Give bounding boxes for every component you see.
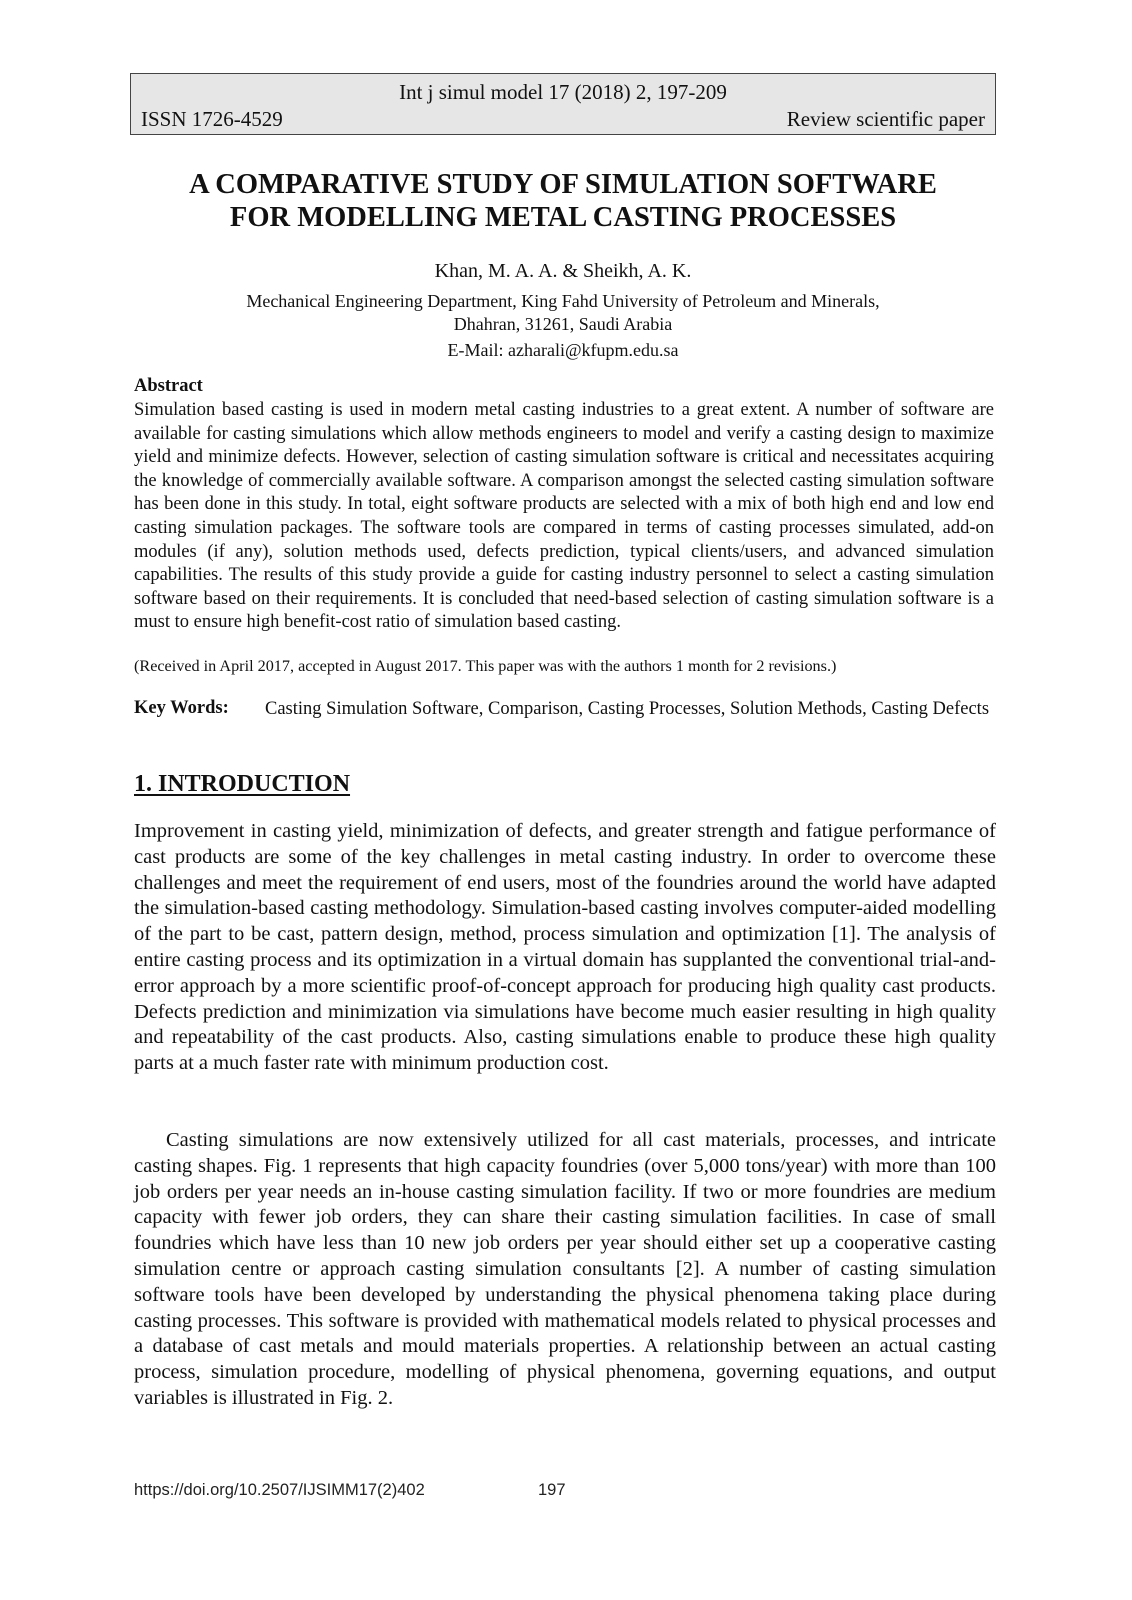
doi-link[interactable]: https://doi.org/10.2507/IJSIMM17(2)402: [134, 1481, 425, 1499]
intro-paragraph-2: Casting simulations are now extensively utilized for all cast materials, processes, and intricate casting shapes. Fig. 1 represents that high capacity foundries (over 5,000 tons/year) with more than 100 job orders per year needs an in-house casting simulation facility. If two or more foundries are medium capacity with fewer job orders, they can share their casting simulation facilities. In case of small foundries which have less than 10 new job orders per year should either set up a cooperative casting simulation centre or approach casting simulation consultants [2]. A number of casting simulation software tools have been developed by understanding the physical phenomena taking place during casting processes. This software is provided with mathematical models related to physical processes and a database of cast metals and mould materials properties. A relationship between an actual casting process, simulation procedure, modelling of physical phenomena, governing equations, and output variables is illustrated in Fig. 2.: [134, 1129, 996, 1409]
title-line-1: A COMPARATIVE STUDY OF SIMULATION SOFTWARE: [189, 169, 937, 200]
journal-header: [130, 73, 996, 135]
author-email: E-Mail: azharali@kfupm.edu.sa: [447, 340, 679, 360]
affiliation: [130, 290, 996, 336]
paper-title: [130, 168, 996, 234]
affiliation-line-2: Dhahran, 31261, Saudi Arabia: [453, 314, 673, 334]
journal-citation: Int j simul model 17 (2018) 2, 197-209: [399, 80, 727, 104]
intro-paragraph-1: Improvement in casting yield, minimization of defects, and greater strength and fatigue performance of cast products are some of the key challenges in metal casting industry. In order to overcome these challenges and meet the requirement of end users, most of the foundries around the world have adapted the simulation-based casting methodology. Simulation-based casting involves computer-aided modelling of the part to be cast, pattern design, method, process simulation and optimization [1]. The analysis of entire casting process and its optimization in a virtual domain has supplanted the conventional trial-and-error approach by a more scientific proof-of-concept approach for producing high quality cast products. Defects prediction and minimization via simulations have become much easier resulting in high quality and repeatability of the cast products. Also, casting simulations enable to produce these high quality parts at a much faster rate with minimum production cost.: [134, 820, 996, 1075]
section-heading-introduction: 1. INTRODUCTION: [134, 771, 351, 797]
paper-authors: Khan, M. A. A. & Sheikh, A. K.: [434, 260, 692, 282]
keywords-label: Key Words:: [134, 698, 229, 718]
paper-type: Review scientific paper: [786, 107, 985, 131]
title-line-2: FOR MODELLING METAL CASTING PROCESSES: [229, 202, 897, 233]
keywords-text: Casting Simulation Software, Comparison, Casting Processes, Solution Methods, Casting Defects: [265, 699, 990, 719]
abstract-text: Simulation based casting is used in modern metal casting industries to a great extent. A number of software are available for casting simulations which allow methods engineers to model and verify a casting design to maximize yield and minimize defects. However, selection of casting simulation software is critical and necessitates acquiring the knowledge of commercially available software. A comparison amongst the selected casting simulation software has been done in this study. In total, eight software products are selected with a mix of both high end and low end casting simulation packages. The software tools are compared in terms of casting processes simulated, add-on modules (if any), solution methods used, defects prediction, typical clients/users, and advanced simulation capabilities. The results of this study provide a guide for casting industry personnel to select a casting simulation software based on their requirements. It is concluded that need-based selection of casting simulation software is a must to ensure high benefit-cost ratio of simulation based casting.: [134, 400, 994, 633]
page-number: 197: [538, 1481, 566, 1499]
affiliation-line-1: Mechanical Engineering Department, King Fahd University of Petroleum and Minerals,: [246, 291, 880, 311]
issn-number: ISSN 1726-4529: [141, 107, 283, 131]
abstract-heading: Abstract: [134, 376, 203, 396]
received-note: (Received in April 2017, accepted in August 2017. This paper was with the authors 1 month for 2 revisions.): [134, 657, 837, 675]
